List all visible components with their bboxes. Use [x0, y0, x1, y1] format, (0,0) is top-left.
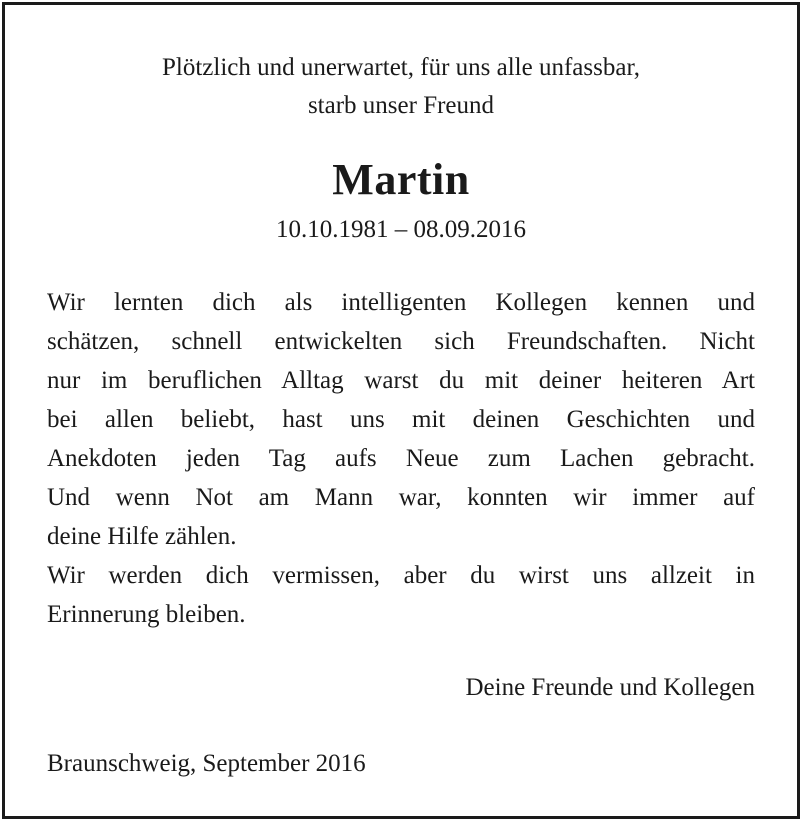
text-line: bei allen beliebt, hast uns mit deinen Geschichten und: [47, 406, 755, 433]
text-line: schätzen, schnell entwickelten sich Freundschaften. Nicht: [47, 328, 755, 355]
obituary-frame: [2, 2, 800, 819]
intro-line: Plötzlich und unerwartet, für uns alle unfassbar,: [161, 54, 641, 81]
text-line: Und wenn Not am Mann war, konnten wir immer auf: [47, 484, 755, 511]
text-line: Wir lernten dich als intelligenten Kollegen kennen und: [47, 289, 755, 316]
intro-text: [5, 49, 797, 125]
signature: Deine Freunde und Kollegen: [465, 674, 755, 701]
text-line: Erinnerung bleiben.: [47, 601, 246, 628]
life-dates: 10.10.1981 – 08.09.2016: [276, 216, 526, 243]
paragraph-farewell: [47, 556, 755, 634]
paragraph-tribute: [47, 283, 755, 556]
text-line: Anekdoten jeden Tag aufs Neue zum Lachen gebracht.: [47, 445, 755, 472]
obituary-body: [47, 283, 755, 634]
text-line: nur im beruflichen Alltag warst du mit deiner heiteren Art: [47, 367, 755, 394]
place-and-date: Braunschweig, September 2016: [47, 750, 366, 777]
text-line: Wir werden dich vermissen, aber du wirst uns allzeit in: [47, 562, 755, 589]
deceased-name: Martin: [332, 155, 470, 204]
text-line: deine Hilfe zählen.: [47, 523, 237, 550]
intro-line: starb unser Freund: [307, 92, 495, 119]
